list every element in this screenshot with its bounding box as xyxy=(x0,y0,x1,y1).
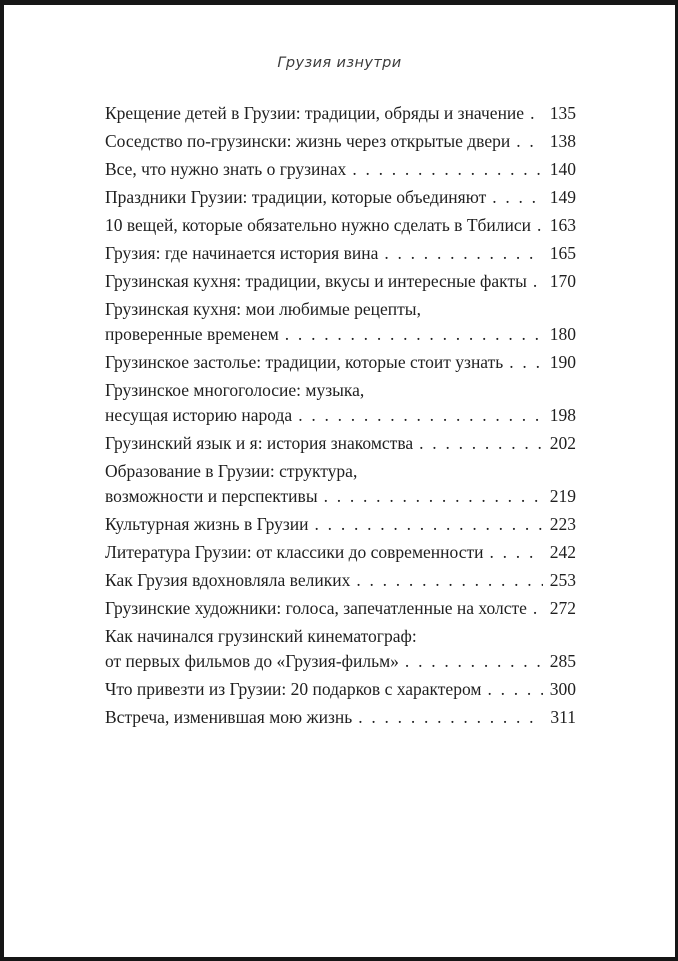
toc-entry-title: Грузинское застолье: традиции, которые стоит узнать xyxy=(105,352,504,372)
toc-entry xyxy=(105,705,576,730)
toc-entry xyxy=(105,568,576,593)
toc-entry-title: Соседство по-грузински: жизнь через открытые двери xyxy=(105,131,511,151)
dot-leader xyxy=(537,213,543,238)
toc-entry-page: 180 xyxy=(549,324,576,344)
toc-entry xyxy=(105,512,576,537)
toc-entry xyxy=(105,459,576,509)
dot-leader xyxy=(352,157,543,182)
toc-entry-wrap-line: Как начинался грузинский кинематограф: xyxy=(105,626,417,646)
toc-entry-title: Крещение детей в Грузии: традиции, обряды и значение xyxy=(105,103,525,123)
dot-leader xyxy=(384,241,543,266)
toc-entry-line xyxy=(105,157,576,182)
dot-leader xyxy=(315,512,543,537)
toc-entry-title: несущая историю народа xyxy=(105,405,293,425)
toc-entry-page: 300 xyxy=(549,679,576,699)
toc-entry-title: Грузинские художники: голоса, запечатленные на холсте xyxy=(105,598,527,618)
toc-entry xyxy=(105,350,576,375)
dot-leader xyxy=(492,185,543,210)
dot-leader xyxy=(285,322,543,347)
toc-entry-line xyxy=(105,540,576,565)
toc-entry-page: 149 xyxy=(549,187,576,207)
toc-entry-page: 135 xyxy=(549,103,576,123)
toc-entry-title: Что привезти из Грузии: 20 подарков с характером xyxy=(105,679,482,699)
toc-entry-line xyxy=(105,297,576,322)
toc-entry xyxy=(105,540,576,565)
toc-entry-title: Как Грузия вдохновляла великих xyxy=(105,570,351,590)
dot-leader xyxy=(516,129,543,154)
toc-entry-line xyxy=(105,677,576,702)
toc-entry-title: Праздники Грузии: традиции, которые объединяют xyxy=(105,187,487,207)
toc-entry-line xyxy=(105,101,576,126)
dot-leader xyxy=(487,677,543,702)
toc-entry-page: 272 xyxy=(549,598,576,618)
toc-entry-line xyxy=(105,378,576,403)
toc-entry-title: Встреча, изменившая мою жизнь xyxy=(105,707,353,727)
toc-entry-page: 202 xyxy=(549,433,576,453)
toc-entry xyxy=(105,185,576,210)
toc-entry-line xyxy=(105,350,576,375)
toc-entry-page: 163 xyxy=(549,215,576,235)
toc-entry-title: от первых фильмов до «Грузия-фильм» xyxy=(105,651,399,671)
toc-entry-line xyxy=(105,129,576,154)
dot-leader xyxy=(419,431,543,456)
toc-entry-title: Грузинская кухня: традиции, вкусы и интересные факты xyxy=(105,271,527,291)
toc-entry xyxy=(105,596,576,621)
dot-leader xyxy=(530,101,543,126)
toc-entry-title: 10 вещей, которые обязательно нужно сделать в Тбилиси xyxy=(105,215,532,235)
toc-entry-title: Культурная жизнь в Грузии xyxy=(105,514,309,534)
toc-entry-title: Грузия: где начинается история вина xyxy=(105,243,379,263)
toc-entry-page: 285 xyxy=(549,651,576,671)
toc-entry xyxy=(105,677,576,702)
toc-entry-line xyxy=(105,269,576,294)
toc-entry xyxy=(105,101,576,126)
toc-entry-title: Все, что нужно знать о грузинах xyxy=(105,159,347,179)
toc-entry-line xyxy=(105,403,576,428)
toc-entry xyxy=(105,269,576,294)
dot-leader xyxy=(533,596,543,621)
toc-entry-title: возможности и перспективы xyxy=(105,486,318,506)
toc-entry-line xyxy=(105,484,576,509)
toc-entry-page: 253 xyxy=(549,570,576,590)
toc-entry-wrap-line: Образование в Грузии: структура, xyxy=(105,461,358,481)
toc-entry-title: проверенные временем xyxy=(105,324,279,344)
toc-entry-page: 311 xyxy=(550,707,576,727)
dot-leader xyxy=(356,568,543,593)
toc-entry-title: Грузинский язык и я: история знакомства xyxy=(105,433,414,453)
table-of-contents xyxy=(105,101,576,730)
toc-entry-line xyxy=(105,185,576,210)
toc-entry xyxy=(105,378,576,428)
toc-entry-page: 242 xyxy=(549,542,576,562)
toc-entry xyxy=(105,297,576,347)
toc-entry-page: 198 xyxy=(549,405,576,425)
toc-entry-page: 140 xyxy=(549,159,576,179)
toc-entry-page: 138 xyxy=(549,131,576,151)
toc-entry-line xyxy=(105,213,576,238)
dot-leader xyxy=(509,350,543,375)
dot-leader xyxy=(324,484,543,509)
toc-entry xyxy=(105,624,576,674)
toc-entry-line xyxy=(105,322,576,347)
toc-entry xyxy=(105,213,576,238)
toc-entry-line xyxy=(105,241,576,266)
toc-entry xyxy=(105,129,576,154)
toc-entry-line xyxy=(105,431,576,456)
toc-entry-line xyxy=(105,459,576,484)
running-head: Грузия изнутри xyxy=(277,55,402,71)
toc-entry-page: 170 xyxy=(549,271,576,291)
toc-entry-line xyxy=(105,624,576,649)
dot-leader xyxy=(490,540,544,565)
toc-entry-page: 219 xyxy=(549,486,576,506)
toc-entry-line xyxy=(105,596,576,621)
dot-leader xyxy=(405,649,543,674)
toc-entry xyxy=(105,241,576,266)
toc-entry xyxy=(105,431,576,456)
toc-entry xyxy=(105,157,576,182)
toc-entry-line xyxy=(105,568,576,593)
toc-entry-wrap-line: Грузинская кухня: мои любимые рецепты, xyxy=(105,299,421,319)
toc-entry-page: 165 xyxy=(549,243,576,263)
dot-leader xyxy=(298,403,543,428)
toc-entry-line xyxy=(105,649,576,674)
dot-leader xyxy=(358,705,543,730)
toc-entry-wrap-line: Грузинское многоголосие: музыка, xyxy=(105,380,365,400)
toc-entry-page: 223 xyxy=(549,514,576,534)
toc-entry-line xyxy=(105,512,576,537)
toc-entry-title: Литература Грузии: от классики до современности xyxy=(105,542,484,562)
dot-leader xyxy=(533,269,543,294)
toc-entry-line xyxy=(105,705,576,730)
toc-entry-page: 190 xyxy=(549,352,576,372)
